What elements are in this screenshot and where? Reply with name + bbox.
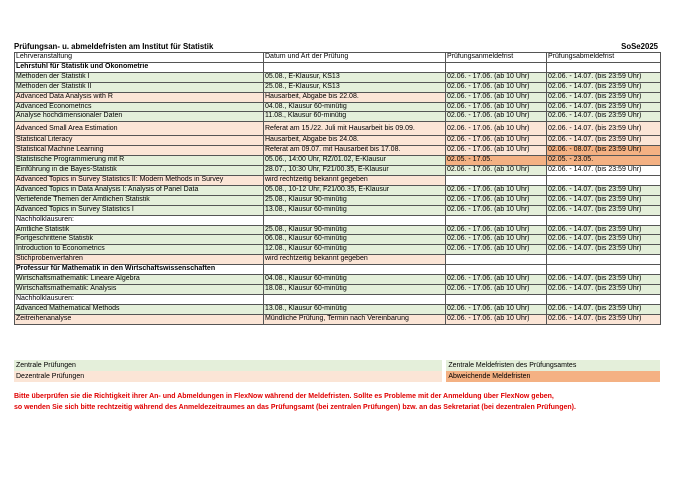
table-row bbox=[15, 314, 661, 324]
table-row bbox=[15, 284, 661, 294]
legend-central-deadlines: Zentrale Meldefristen des Prüfungsamtes bbox=[446, 360, 660, 371]
cell-deregistration-deadline bbox=[547, 265, 661, 275]
cell-deregistration-deadline: 02.06. - 08.07. (bis 23:59 Uhr) bbox=[547, 146, 661, 156]
cell-course: Advanced Mathematical Methods bbox=[15, 304, 264, 314]
cell-exam-date bbox=[264, 215, 446, 225]
cell-registration-deadline: 02.06. - 17.06. (ab 10 Uhr) bbox=[446, 72, 547, 82]
cell-course: Introduction to Econometrics bbox=[15, 245, 264, 255]
cell-deregistration-deadline bbox=[547, 255, 661, 265]
cell-exam-date: wird rechtzeitig bekannt gegeben bbox=[264, 255, 446, 265]
legend-central-exams: Zentrale Prüfungen bbox=[14, 360, 442, 371]
cell-exam-date bbox=[264, 294, 446, 304]
cell-deregistration-deadline: 02.06. - 14.07. (bis 23:59 Uhr) bbox=[547, 205, 661, 215]
cell-deregistration-deadline: 02.06. - 14.07. (bis 23:59 Uhr) bbox=[547, 92, 661, 102]
cell-course: Wirtschaftsmathematik: Analysis bbox=[15, 284, 264, 294]
semester-label: SoSe2025 bbox=[621, 42, 658, 51]
cell-deregistration-deadline: 02.06. - 14.07. (bis 23:59 Uhr) bbox=[547, 284, 661, 294]
cell-exam-date: 18.08., Klausur 60-minütig bbox=[264, 284, 446, 294]
table-row bbox=[15, 175, 661, 185]
header-deregistration-deadline: Prüfungsabmeldefrist bbox=[547, 53, 661, 63]
cell-registration-deadline: 02.06. - 17.06. (ab 10 Uhr) bbox=[446, 185, 547, 195]
cell-deregistration-deadline: 02.06. - 14.07. (bis 23:59 Uhr) bbox=[547, 102, 661, 112]
cell-exam-date: 11.08., Klausur 60-minütig bbox=[264, 112, 446, 122]
cell-deregistration-deadline: 02.06. - 14.07. (bis 23:59 Uhr) bbox=[547, 304, 661, 314]
cell-exam-date bbox=[264, 265, 446, 275]
cell-deregistration-deadline: 02.06. - 14.07. (bis 23:59 Uhr) bbox=[547, 72, 661, 82]
cell-deregistration-deadline bbox=[547, 215, 661, 225]
cell-registration-deadline: 02.06. - 17.06. (ab 10 Uhr) bbox=[446, 314, 547, 324]
cell-exam-date: 05.06., 14:00 Uhr, RZ/01.02, E-Klausur bbox=[264, 156, 446, 166]
cell-exam-date: Hausarbeit, Abgabe bis 22.08. bbox=[264, 92, 446, 102]
cell-registration-deadline: 02.06. - 17.06. (ab 10 Uhr) bbox=[446, 146, 547, 156]
cell-course: Statistical Machine Learning bbox=[15, 146, 264, 156]
cell-course: Zeitreihenanalyse bbox=[15, 314, 264, 324]
table-row bbox=[15, 92, 661, 102]
cell-registration-deadline: 02.06. - 17.06. (ab 10 Uhr) bbox=[446, 122, 547, 136]
cell-registration-deadline: 02.06. - 17.06. (ab 10 Uhr) bbox=[446, 102, 547, 112]
cell-registration-deadline: 02.06. - 17.06. (ab 10 Uhr) bbox=[446, 284, 547, 294]
cell-deregistration-deadline: 02.06. - 14.07. (bis 23:59 Uhr) bbox=[547, 314, 661, 324]
cell-registration-deadline: 02.06. - 17.06. (ab 10 Uhr) bbox=[446, 195, 547, 205]
cell-course: Fortgeschrittene Statistik bbox=[15, 235, 264, 245]
cell-course: Methoden der Statistik II bbox=[15, 82, 264, 92]
table-row bbox=[15, 146, 661, 156]
table-row bbox=[15, 235, 661, 245]
table-row bbox=[15, 304, 661, 314]
page-title: Prüfungsan- u. abmeldefristen am Institut für Statistik bbox=[14, 42, 214, 51]
table-row bbox=[15, 72, 661, 82]
legend-deviating-deadlines: Abweichende Meldefristen bbox=[446, 371, 660, 382]
cell-course: Nachholklausuren: bbox=[15, 215, 264, 225]
cell-registration-deadline bbox=[446, 215, 547, 225]
cell-registration-deadline: 02.06. - 17.06. (ab 10 Uhr) bbox=[446, 112, 547, 122]
cell-deregistration-deadline: 02.06. - 14.07. (bis 23:59 Uhr) bbox=[547, 225, 661, 235]
table-row bbox=[15, 255, 661, 265]
cell-deregistration-deadline: 02.06. - 14.07. (bis 23:59 Uhr) bbox=[547, 136, 661, 146]
table-row bbox=[15, 275, 661, 285]
cell-registration-deadline: 02.06. - 17.06. (ab 10 Uhr) bbox=[446, 225, 547, 235]
table-row bbox=[15, 102, 661, 112]
table-row bbox=[15, 136, 661, 146]
cell-course: Methoden der Statistik I bbox=[15, 72, 264, 82]
legend-decentral-exams: Dezentrale Prüfungen bbox=[14, 371, 442, 382]
cell-course: Advanced Topics in Survey Statistics II: Modern Methods in Survey bbox=[15, 175, 264, 185]
cell-course: Vertiefende Themen der Amtlichen Statistik bbox=[15, 195, 264, 205]
cell-course: Analyse hochdimensionaler Daten bbox=[15, 112, 264, 122]
cell-deregistration-deadline: 02.06. - 14.07. (bis 23:59 Uhr) bbox=[547, 195, 661, 205]
cell-registration-deadline bbox=[446, 62, 547, 72]
cell-registration-deadline: 02.06. - 17.06. (ab 10 Uhr) bbox=[446, 304, 547, 314]
table-row bbox=[15, 166, 661, 176]
cell-deregistration-deadline: 02.06. - 14.07. (bis 23:59 Uhr) bbox=[547, 166, 661, 176]
cell-exam-date bbox=[264, 62, 446, 72]
notice-line-1: Bitte überprüfen sie die Richtigkeit ihrer An- und Abmeldungen in FlexNow während der Meldefristen. Sollte es Probleme mit der Anmeldung über FlexNow geben, bbox=[14, 393, 554, 400]
cell-deregistration-deadline: 02.06. - 14.07. (bis 23:59 Uhr) bbox=[547, 122, 661, 136]
legend bbox=[14, 360, 660, 382]
cell-course: Advanced Small Area Estimation bbox=[15, 122, 264, 136]
header-exam-date: Datum und Art der Prüfung bbox=[264, 53, 446, 63]
cell-exam-date: wird rechtzeitig bekannt gegeben bbox=[264, 175, 446, 185]
cell-course: Advanced Data Analysis with R bbox=[15, 92, 264, 102]
table-row bbox=[15, 195, 661, 205]
cell-exam-date: Mündliche Prüfung, Termin nach Vereinbarung bbox=[264, 314, 446, 324]
section-row bbox=[15, 62, 661, 72]
cell-deregistration-deadline bbox=[547, 294, 661, 304]
cell-deregistration-deadline: 02.06. - 14.07. (bis 23:59 Uhr) bbox=[547, 235, 661, 245]
cell-exam-date: Referat am 09.07. mit Hausarbeit bis 17.08. bbox=[264, 146, 446, 156]
cell-registration-deadline: 02.06. - 17.06. (ab 10 Uhr) bbox=[446, 166, 547, 176]
notice-line-2: so wenden Sie sich bitte rechtzeitig während des Anmeldezeitraumes an das Prüfungsamt (bei zentralen Prüfungen) bzw. an das Sekretariat (bei dezentralen Prüfungen). bbox=[14, 403, 576, 411]
cell-registration-deadline: 02.06. - 17.06. (ab 10 Uhr) bbox=[446, 235, 547, 245]
cell-registration-deadline bbox=[446, 294, 547, 304]
cell-course: Stichprobenverfahren bbox=[15, 255, 264, 265]
table-row bbox=[15, 112, 661, 122]
cell-course: Statistical Literacy bbox=[15, 136, 264, 146]
cell-course: Lehrstuhl für Statistik und Ökonometrie bbox=[15, 62, 264, 72]
cell-registration-deadline bbox=[446, 265, 547, 275]
cell-deregistration-deadline: 02.06. - 14.07. (bis 23:59 Uhr) bbox=[547, 82, 661, 92]
cell-registration-deadline: 02.06. - 17.06. (ab 10 Uhr) bbox=[446, 92, 547, 102]
flexnow-notice bbox=[14, 392, 664, 413]
cell-course: Einführung in die Bayes-Statistik bbox=[15, 166, 264, 176]
cell-registration-deadline bbox=[446, 175, 547, 185]
cell-registration-deadline bbox=[446, 255, 547, 265]
cell-deregistration-deadline bbox=[547, 175, 661, 185]
cell-deregistration-deadline: 02.06. - 14.07. (bis 23:59 Uhr) bbox=[547, 275, 661, 285]
table-row bbox=[15, 156, 661, 166]
cell-deregistration-deadline: 02.05. - 23.05. bbox=[547, 156, 661, 166]
table-header-row bbox=[15, 53, 661, 63]
sheet-header bbox=[14, 41, 660, 52]
cell-course: Professur für Mathematik in den Wirtschaftswissenschaften bbox=[15, 265, 264, 275]
cell-exam-date: 13.08., Klausur 60-minütig bbox=[264, 205, 446, 215]
header-course: Lehrveranstaltung bbox=[15, 53, 264, 63]
cell-course: Amtliche Statistik bbox=[15, 225, 264, 235]
cell-deregistration-deadline: 02.06. - 14.07. (bis 23:59 Uhr) bbox=[547, 245, 661, 255]
cell-exam-date: 25.08., Klausur 90-minütig bbox=[264, 225, 446, 235]
cell-exam-date: 04.08., Klausur 60-minütig bbox=[264, 275, 446, 285]
cell-exam-date: 12.08., Klausur 60-minütig bbox=[264, 245, 446, 255]
cell-course: Nachholklausuren: bbox=[15, 294, 264, 304]
cell-deregistration-deadline: 02.06. - 14.07. (bis 23:59 Uhr) bbox=[547, 112, 661, 122]
table-row bbox=[15, 294, 661, 304]
exam-deadline-sheet bbox=[14, 41, 660, 325]
cell-registration-deadline: 02.06. - 17.06. (ab 10 Uhr) bbox=[446, 136, 547, 146]
cell-course: Advanced Econometrics bbox=[15, 102, 264, 112]
table-row bbox=[15, 245, 661, 255]
deadline-table bbox=[14, 52, 661, 325]
table-row bbox=[15, 225, 661, 235]
table-row bbox=[15, 185, 661, 195]
cell-registration-deadline: 02.06. - 17.06. (ab 10 Uhr) bbox=[446, 245, 547, 255]
cell-course: Advanced Topics in Data Analysis I: Analysis of Panel Data bbox=[15, 185, 264, 195]
cell-registration-deadline: 02.06. - 17.06. (ab 10 Uhr) bbox=[446, 82, 547, 92]
cell-exam-date: 05.08., E-Klausur, KS13 bbox=[264, 72, 446, 82]
table-row bbox=[15, 122, 661, 136]
cell-exam-date: Referat am 15./22. Juli mit Hausarbeit bis 09.09. bbox=[264, 122, 446, 136]
cell-exam-date: Hausarbeit, Abgabe bis 24.08. bbox=[264, 136, 446, 146]
table-row bbox=[15, 215, 661, 225]
cell-exam-date: 04.08., Klausur 60-minütig bbox=[264, 102, 446, 112]
cell-exam-date: 25.08., Klausur 90-minütig bbox=[264, 195, 446, 205]
cell-course: Wirtschaftsmathematik: Lineare Algebra bbox=[15, 275, 264, 285]
cell-registration-deadline: 02.05. - 17.05. bbox=[446, 156, 547, 166]
cell-deregistration-deadline bbox=[547, 62, 661, 72]
cell-exam-date: 06.08., Klausur 60-minütig bbox=[264, 235, 446, 245]
table-row bbox=[15, 82, 661, 92]
cell-exam-date: 25.08., E-Klausur, KS13 bbox=[264, 82, 446, 92]
cell-registration-deadline: 02.06. - 17.06. (ab 10 Uhr) bbox=[446, 275, 547, 285]
cell-course: Statistische Programmierung mit R bbox=[15, 156, 264, 166]
table-row bbox=[15, 205, 661, 215]
cell-registration-deadline: 02.06. - 17.06. (ab 10 Uhr) bbox=[446, 205, 547, 215]
header-registration-deadline: Prüfungsanmeldefrist bbox=[446, 53, 547, 63]
section-row bbox=[15, 265, 661, 275]
cell-deregistration-deadline: 02.06. - 14.07. (bis 23:59 Uhr) bbox=[547, 185, 661, 195]
cell-exam-date: 28.07., 10:30 Uhr, F21/00.35, E-Klausur bbox=[264, 166, 446, 176]
cell-exam-date: 05.08., 10-12 Uhr, F21/00.35, E-Klausur bbox=[264, 185, 446, 195]
cell-course: Advanced Topics in Survey Statistics I bbox=[15, 205, 264, 215]
cell-exam-date: 13.08., Klausur 60-minütig bbox=[264, 304, 446, 314]
